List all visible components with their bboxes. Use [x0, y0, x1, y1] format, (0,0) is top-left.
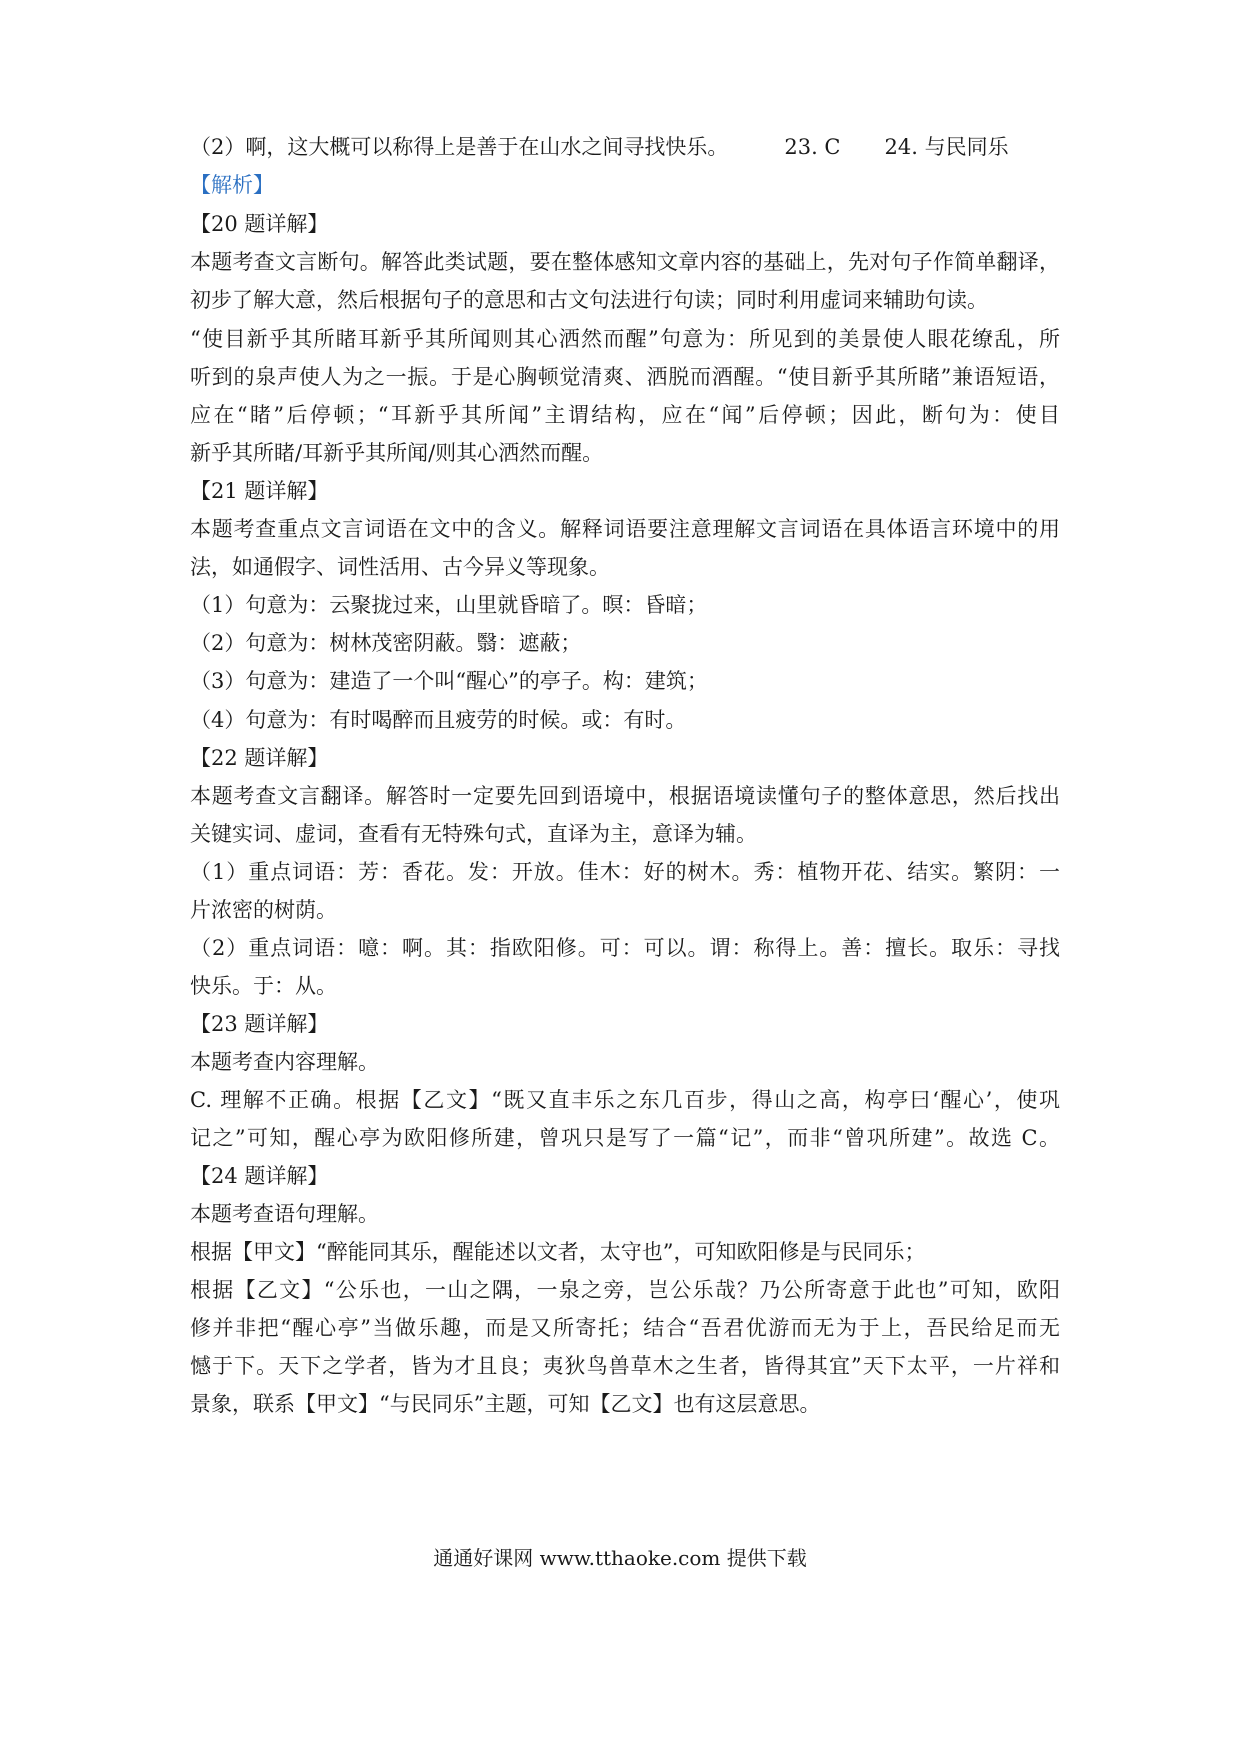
- q23-line-1: 本题考查内容理解。: [190, 1050, 379, 1074]
- q24-line-4: 修并非把“醒心亭”当做乐趣，而是又所寄托；结合“吾君优游而无为于上，吾民给足而无: [190, 1316, 1060, 1340]
- q24-heading: 【24 题详解】: [190, 1164, 329, 1188]
- q22-line-4: 片浓密的树荫。: [190, 898, 337, 922]
- q20-line-5: 应在“睹”后停顿；“耳新乎其所闻”主谓结构，应在“闻”后停顿；因此，断句为：使目: [190, 403, 1060, 427]
- q20-line-4: 听到的泉声使人为之一振。于是心胸顿觉清爽、洒脱而酒醒。“使目新乎其所睹”兼语短语，: [190, 365, 1060, 389]
- q23-line-3: 记之”可知，醒心亭为欧阳修所建，曾巩只是写了一篇“记”，而非“曾巩所建”。故选 C。: [190, 1126, 1060, 1150]
- q21-line-5: （3）句意为：建造了一个叫“醒心”的亭子。构：建筑；: [190, 669, 708, 693]
- q20-line-3: “使目新乎其所睹耳新乎其所闻则其心洒然而醒”句意为：所见到的美景使人眼花缭乱，所: [190, 327, 1060, 351]
- analysis-label: 【解析】: [190, 173, 274, 197]
- q24-line-1: 本题考查语句理解。: [190, 1202, 379, 1226]
- answer-23: 23. C: [784, 135, 841, 159]
- footer-download-note: 通通好课网 www.tthaoke.com 提供下载: [433, 1546, 807, 1570]
- q24-line-6: 景象，联系【甲文】“与民同乐”主题，可知【乙文】也有这层意思。: [190, 1392, 821, 1416]
- q20-line-1: 本题考查文言断句。解答此类试题，要在整体感知文章内容的基础上，先对句子作简单翻译，: [190, 250, 1060, 274]
- q24-line-2: 根据【甲文】“醉能同其乐，醒能述以文者，太守也”，可知欧阳修是与民同乐；: [190, 1240, 926, 1264]
- q22-heading: 【22 题详解】: [190, 746, 329, 770]
- q20-heading: 【20 题详解】: [190, 212, 329, 236]
- q20-line-6: 新乎其所睹/耳新乎其所闻/则其心洒然而醒。: [190, 441, 604, 465]
- q23-line-2: C. 理解不正确。根据【乙文】“既又直丰乐之东几百步，得山之高，构亭曰‘醒心’，使巩: [190, 1088, 1060, 1112]
- answer-24: 24. 与民同乐: [884, 135, 1009, 159]
- q22-line-6: 快乐。于：从。: [190, 974, 337, 998]
- q22-line-5: （2）重点词语：噫：啊。其：指欧阳修。可：可以。谓：称得上。善：擅长。取乐：寻找: [190, 936, 1060, 960]
- q21-line-2: 法，如通假字、词性活用、古今异义等现象。: [190, 555, 610, 579]
- q20-line-2: 初步了解大意，然后根据句子的意思和古文句法进行句读；同时利用虚词来辅助句读。: [190, 288, 988, 312]
- answer-line: [190, 132, 1060, 162]
- q22-line-1: 本题考查文言翻译。解答时一定要先回到语境中，根据语境读懂句子的整体意思，然后找出: [190, 784, 1060, 808]
- answer-22-2: （2）啊，这大概可以称得上是善于在山水之间寻找快乐。: [190, 135, 729, 159]
- q21-line-3: （1）句意为：云聚拢过来，山里就昏暗了。暝：昏暗；: [190, 593, 708, 617]
- q24-line-5: 憾于下。天下之学者，皆为才且良；夷狄鸟兽草木之生者，皆得其宜”天下太平，一片祥和: [190, 1354, 1060, 1378]
- q24-line-3: 根据【乙文】“公乐也，一山之隅，一泉之旁，岂公乐哉？乃公所寄意于此也”可知，欧阳: [190, 1278, 1060, 1302]
- q21-line-1: 本题考查重点文言词语在文中的含义。解释词语要注意理解文言词语在具体语言环境中的用: [190, 517, 1060, 541]
- q22-line-2: 关键实词、虚词，查看有无特殊句式，直译为主，意译为辅。: [190, 822, 757, 846]
- q21-line-6: （4）句意为：有时喝醉而且疲劳的时候。或：有时。: [190, 708, 687, 732]
- q21-line-4: （2）句意为：树林茂密阴蔽。翳：遮蔽；: [190, 631, 582, 655]
- q23-heading: 【23 题详解】: [190, 1012, 329, 1036]
- q21-heading: 【21 题详解】: [190, 479, 329, 503]
- q22-line-3: （1）重点词语：芳：香花。发：开放。佳木：好的树木。秀：植物开花、结实。繁阴：一: [190, 860, 1060, 884]
